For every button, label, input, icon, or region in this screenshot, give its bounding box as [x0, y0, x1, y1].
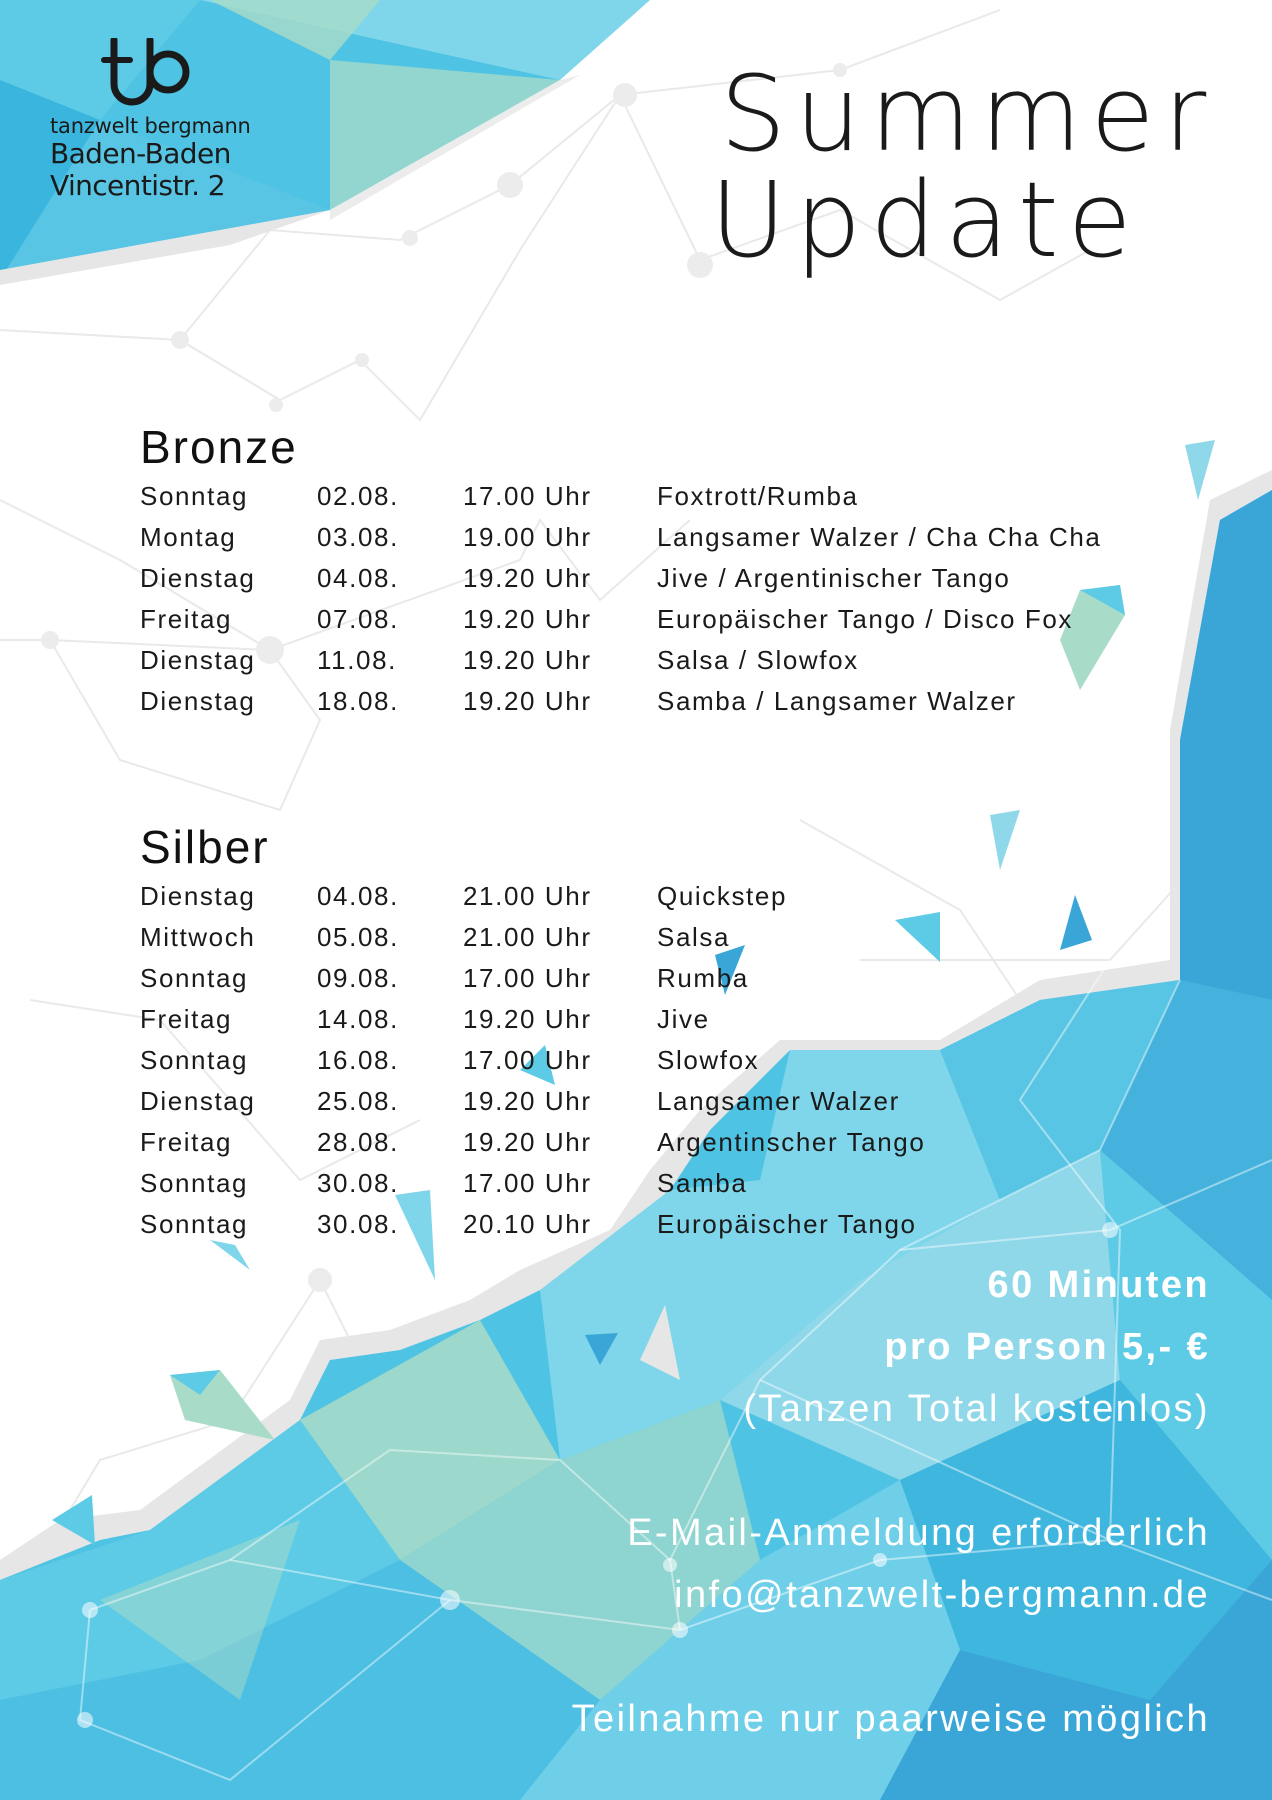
schedule-row — [140, 517, 1101, 558]
schedule-row — [140, 999, 925, 1040]
row-day: Freitag — [140, 1004, 233, 1034]
row-time: 17.00 Uhr — [463, 1168, 592, 1198]
logo-mark-text: tb — [100, 38, 101, 39]
silber-schedule — [140, 876, 925, 1245]
row-day: Freitag — [140, 1127, 233, 1157]
page-title — [700, 53, 1220, 281]
bronze-section — [140, 422, 1101, 722]
row-time: 19.20 Uhr — [463, 604, 592, 634]
row-date: 11.08. — [317, 645, 397, 675]
row-time: 19.20 Uhr — [463, 1127, 592, 1157]
row-date: 25.08. — [317, 1086, 399, 1116]
row-day: Dienstag — [140, 881, 256, 911]
row-time: 20.10 Uhr — [463, 1209, 592, 1239]
registration-info — [627, 1502, 1210, 1626]
schedule-row — [140, 1204, 925, 1245]
silber-heading: Silber — [140, 821, 270, 873]
row-date: 09.08. — [317, 963, 399, 993]
row-dance: Langsamer Walzer — [657, 1086, 900, 1116]
row-day: Dienstag — [140, 686, 256, 716]
row-dance: Foxtrott/Rumba — [657, 481, 859, 511]
row-date: 04.08. — [317, 563, 399, 593]
row-day: Sonntag — [140, 1209, 249, 1239]
row-date: 05.08. — [317, 922, 399, 952]
brand-city: Baden-Baden — [50, 137, 231, 170]
row-dance: Jive — [657, 1004, 710, 1034]
row-time: 19.20 Uhr — [463, 563, 592, 593]
row-time: 17.00 Uhr — [463, 1045, 592, 1075]
row-dance: Langsamer Walzer / Cha Cha Cha — [657, 522, 1102, 552]
row-time: 19.00 Uhr — [463, 522, 592, 552]
silber-section — [140, 822, 925, 1245]
bronze-schedule — [140, 476, 1101, 722]
row-dance: Samba / Langsamer Walzer — [657, 686, 1017, 716]
email-link[interactable]: info@tanzwelt-bergmann.de — [674, 1574, 1210, 1616]
free-note-text: (Tanzen Total kostenlos) — [743, 1388, 1210, 1430]
row-dance: Slowfox — [657, 1045, 760, 1075]
tb-logo-icon — [100, 38, 200, 110]
brand-name: tanzwelt bergmann — [50, 114, 251, 138]
title-line-update: Update — [710, 159, 1141, 281]
row-day: Dienstag — [140, 563, 256, 593]
row-day: Sonntag — [140, 1168, 249, 1198]
registration-text: E-Mail-Anmeldung erforderlich — [627, 1512, 1210, 1554]
row-dance: Europäischer Tango / Disco Fox — [657, 604, 1074, 634]
row-dance: Salsa / Slowfox — [657, 645, 859, 675]
schedule-row — [140, 476, 1101, 517]
row-time: 17.00 Uhr — [463, 481, 592, 511]
row-dance: Rumba — [657, 963, 749, 993]
row-date: 07.08. — [317, 604, 399, 634]
brand-street: Vincentistr. 2 — [50, 169, 225, 202]
schedule-row — [140, 917, 925, 958]
row-day: Sonntag — [140, 481, 249, 511]
duration-text: 60 Minuten — [987, 1264, 1210, 1306]
row-day: Sonntag — [140, 963, 249, 993]
row-dance: Argentinscher Tango — [657, 1127, 926, 1157]
schedule-row — [140, 1081, 925, 1122]
price-text: pro Person 5,- € — [884, 1326, 1210, 1368]
pairs-text: Teilnahme nur paarweise möglich — [571, 1698, 1210, 1740]
row-date: 14.08. — [317, 1004, 399, 1034]
row-time: 19.20 Uhr — [463, 645, 592, 675]
schedule-row — [140, 681, 1101, 722]
bronze-heading: Bronze — [140, 421, 298, 473]
row-day: Montag — [140, 522, 237, 552]
pricing-info — [743, 1254, 1210, 1440]
title-line-summer: Summer — [720, 53, 1216, 175]
row-date: 28.08. — [317, 1127, 399, 1157]
schedule-row — [140, 599, 1101, 640]
row-date: 02.08. — [317, 481, 399, 511]
row-date: 30.08. — [317, 1168, 399, 1198]
row-dance: Quickstep — [657, 881, 788, 911]
row-day: Dienstag — [140, 645, 256, 675]
brand-logo — [50, 38, 260, 202]
row-date: 04.08. — [317, 881, 399, 911]
schedule-row — [140, 958, 925, 999]
row-day: Mittwoch — [140, 922, 256, 952]
row-dance: Jive / Argentinischer Tango — [657, 563, 1011, 593]
row-day: Dienstag — [140, 1086, 256, 1116]
row-date: 18.08. — [317, 686, 399, 716]
row-time: 19.20 Uhr — [463, 686, 592, 716]
schedule-row — [140, 1163, 925, 1204]
row-dance: Salsa — [657, 922, 731, 952]
row-date: 16.08. — [317, 1045, 399, 1075]
row-dance: Samba — [657, 1168, 748, 1198]
row-time: 19.20 Uhr — [463, 1086, 592, 1116]
schedule-row — [140, 558, 1101, 599]
row-date: 03.08. — [317, 522, 399, 552]
row-time: 17.00 Uhr — [463, 963, 592, 993]
pairs-info — [572, 1688, 1210, 1750]
row-dance: Europäischer Tango — [657, 1209, 917, 1239]
row-date: 30.08. — [317, 1209, 399, 1239]
row-time: 21.00 Uhr — [463, 881, 592, 911]
schedule-row — [140, 1122, 925, 1163]
schedule-row — [140, 876, 925, 917]
schedule-row — [140, 640, 1101, 681]
row-time: 21.00 Uhr — [463, 922, 592, 952]
row-time: 19.20 Uhr — [463, 1004, 592, 1034]
row-day: Freitag — [140, 604, 233, 634]
row-day: Sonntag — [140, 1045, 249, 1075]
schedule-row — [140, 1040, 925, 1081]
